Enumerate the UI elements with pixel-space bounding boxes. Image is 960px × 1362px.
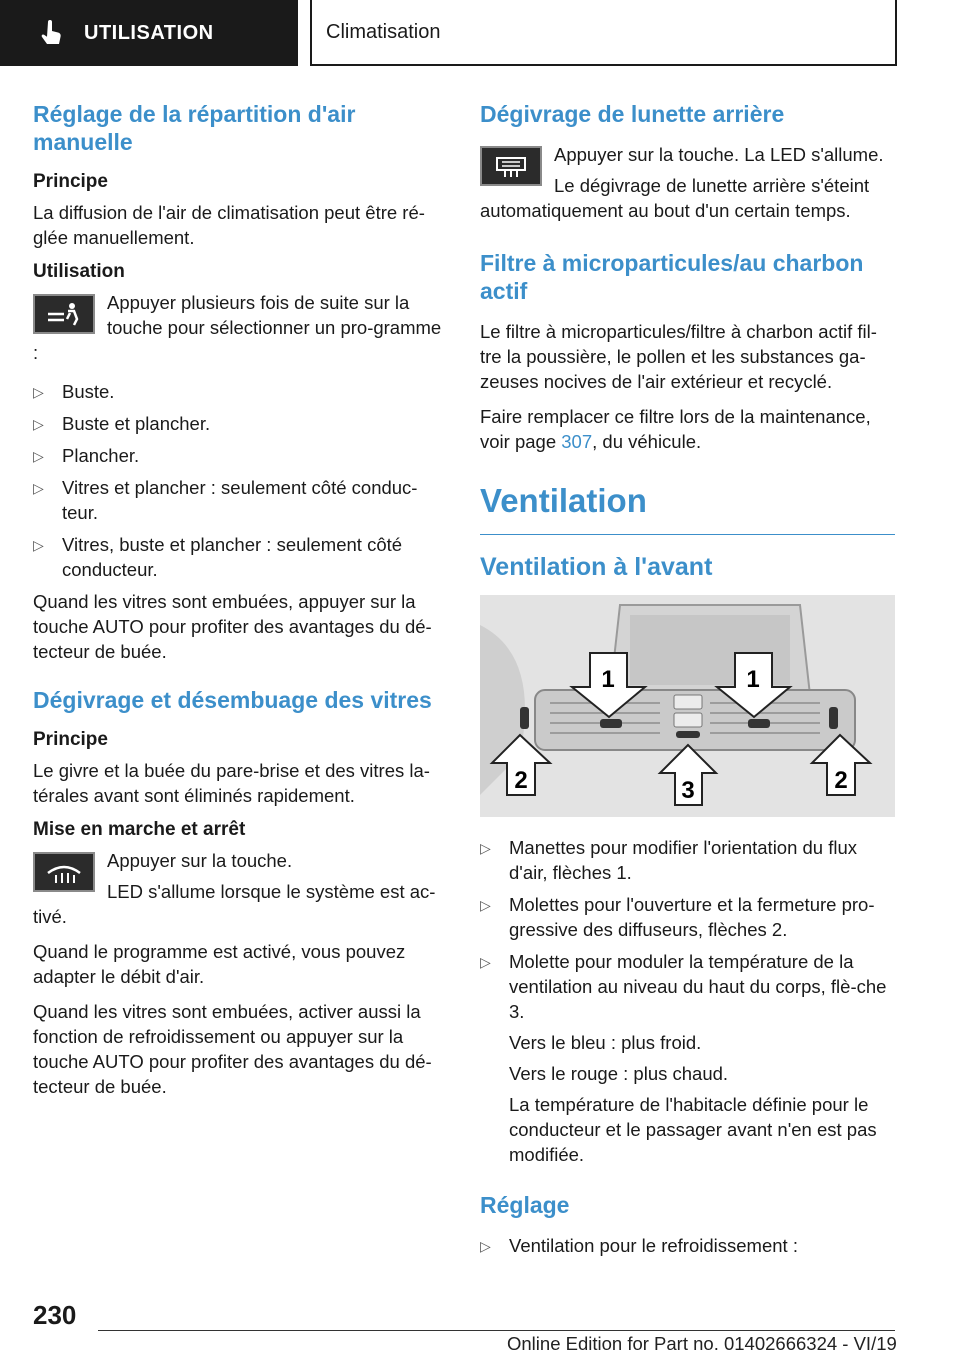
list-item: ▷ Molette pour moduler la température de la ventilation au niveau du haut du corps, flè-che 3. Vers le bleu : plus froid. Vers le rouge : plus chaud. La température de l'habitacle définie pour le conducteur et le passager avant n'en est pas modifiée. xyxy=(480,949,895,1167)
triangle-bullet-icon: ▷ xyxy=(33,537,44,553)
heading-rule xyxy=(480,534,895,535)
footer-rule xyxy=(98,1330,895,1331)
utilisation-text: Appuyer plusieurs fois de suite sur la touche pour sélectionner un pro-gramme : xyxy=(33,292,442,363)
principe2-text: Le givre et la buée du pare-brise et des vitres la-térales avant sont éliminés rapidement. xyxy=(33,760,430,806)
triangle-bullet-icon: ▷ xyxy=(480,954,491,970)
section-tab[interactable] xyxy=(0,0,298,66)
heading-mise-en-marche: Mise en marche et arrêt xyxy=(33,819,246,840)
edition-text: Online Edition for Part no. 01402666324 - VI/19 xyxy=(507,1333,897,1354)
principe-text: La diffusion de l'air de climatisation peut être ré-glée manuellement. xyxy=(33,202,425,248)
front-defrost-button-icon xyxy=(33,852,95,892)
list-item: ▷ Plancher. xyxy=(33,443,448,468)
list-item: ▷ Vitres, buste et plancher : seulement côté conducteur. xyxy=(33,534,403,580)
left-column xyxy=(33,100,448,1109)
heading-utilisation: Utilisation xyxy=(33,261,125,282)
heading-air-distribution: Réglage de la répartition d'air manuelle xyxy=(33,101,356,155)
remplacer-text: Faire remplacer ce filtre lors de la maintenance, voir page 307, du véhicule. xyxy=(480,406,871,452)
triangle-bullet-icon: ▷ xyxy=(33,448,44,464)
filtre-text: Le filtre à microparticules/filtre à charbon actif fil-tre la poussière, le pollen et les substances ga-zeuses nocives de l'air extérieur et recyclé. xyxy=(480,321,877,392)
bleu-text: Vers le bleu : plus froid. xyxy=(509,1032,702,1053)
callout-label: 3 xyxy=(681,777,695,804)
list-item: ▷ Ventilation pour le refroidissement : xyxy=(480,1233,895,1258)
callout-label: 1 xyxy=(601,666,615,693)
list-item: ▷ Vitres et plancher : seulement côté conduc-teur. xyxy=(33,477,418,523)
callout-label: 1 xyxy=(746,666,760,693)
rear-defrost-button-icon xyxy=(480,146,542,186)
page-header xyxy=(0,0,960,66)
list-item: ▷ Buste et plancher. xyxy=(33,411,448,436)
chapter-label: Climatisation xyxy=(326,20,441,43)
froid-text: Quand les vitres sont embuées, activer aussi la fonction de refroidissement ou appuyer sur la touche AUTO pour profiter des avantages du dé-tecteur de buée. xyxy=(33,1001,432,1097)
heading-ventilation: Ventilation xyxy=(480,482,647,519)
list-item: ▷ Buste. xyxy=(33,379,448,404)
lunette-text-2: Le dégivrage de lunette arrière s'éteint automatiquement au bout d'un certain temps. xyxy=(480,175,870,221)
air-distribution-button-icon xyxy=(33,294,95,334)
callout-label: 2 xyxy=(514,767,528,794)
vent-controls-list xyxy=(480,835,895,1167)
triangle-bullet-icon: ▷ xyxy=(480,840,491,856)
callout-label: 2 xyxy=(834,767,848,794)
heading-reglage: Réglage xyxy=(480,1192,570,1218)
heading-ventilation-avant: Ventilation à l'avant xyxy=(480,553,713,581)
section-label: UTILISATION xyxy=(84,21,214,44)
heading-filtre: Filtre à microparticules/au charbon actif xyxy=(480,250,864,304)
temp-note-text: La température de l'habitacle définie pour le conducteur et le passager avant n'en est pas modifiée. xyxy=(509,1094,877,1165)
prog-text: Quand le programme est activé, vous pouvez adapter le débit d'air. xyxy=(33,941,406,987)
page-number: 230 xyxy=(33,1300,77,1330)
triangle-bullet-icon: ▷ xyxy=(33,384,44,400)
heading-principe: Principe xyxy=(33,171,108,192)
buee-text: Quand les vitres sont embuées, appuyer sur la touche AUTO pour profiter des avantages du dé-tecteur de buée. xyxy=(33,591,432,662)
mise-text-1: Appuyer sur la touche. xyxy=(107,850,293,871)
chapter-tab[interactable] xyxy=(310,0,897,66)
heading-principe-2: Principe xyxy=(33,729,108,750)
heading-degivrage: Dégivrage et désembuage des vitres xyxy=(33,687,432,713)
reglage-list xyxy=(480,1233,895,1258)
list-item: ▷ Molettes pour l'ouverture et la fermeture pro-gressive des diffuseurs, flèches 2. xyxy=(480,894,875,940)
heading-lunette: Dégivrage de lunette arrière xyxy=(480,101,785,127)
list-item: ▷ Manettes pour modifier l'orientation du flux d'air, flèches 1. xyxy=(480,837,858,883)
right-column xyxy=(480,100,895,1265)
hand-pointer-icon xyxy=(38,20,64,46)
rouge-text: Vers le rouge : plus chaud. xyxy=(509,1063,729,1084)
triangle-bullet-icon: ▷ xyxy=(33,416,44,432)
triangle-bullet-icon: ▷ xyxy=(480,1238,491,1254)
triangle-bullet-icon: ▷ xyxy=(480,897,491,913)
lunette-text-1: Appuyer sur la touche. La LED s'allume. xyxy=(554,144,884,165)
triangle-bullet-icon: ▷ xyxy=(33,480,44,496)
page-link[interactable]: 307 xyxy=(561,431,593,452)
ventilation-illustration xyxy=(480,595,895,817)
mise-text-2: LED s'allume lorsque le système est ac-tivé. xyxy=(33,881,436,927)
program-list xyxy=(33,379,448,582)
